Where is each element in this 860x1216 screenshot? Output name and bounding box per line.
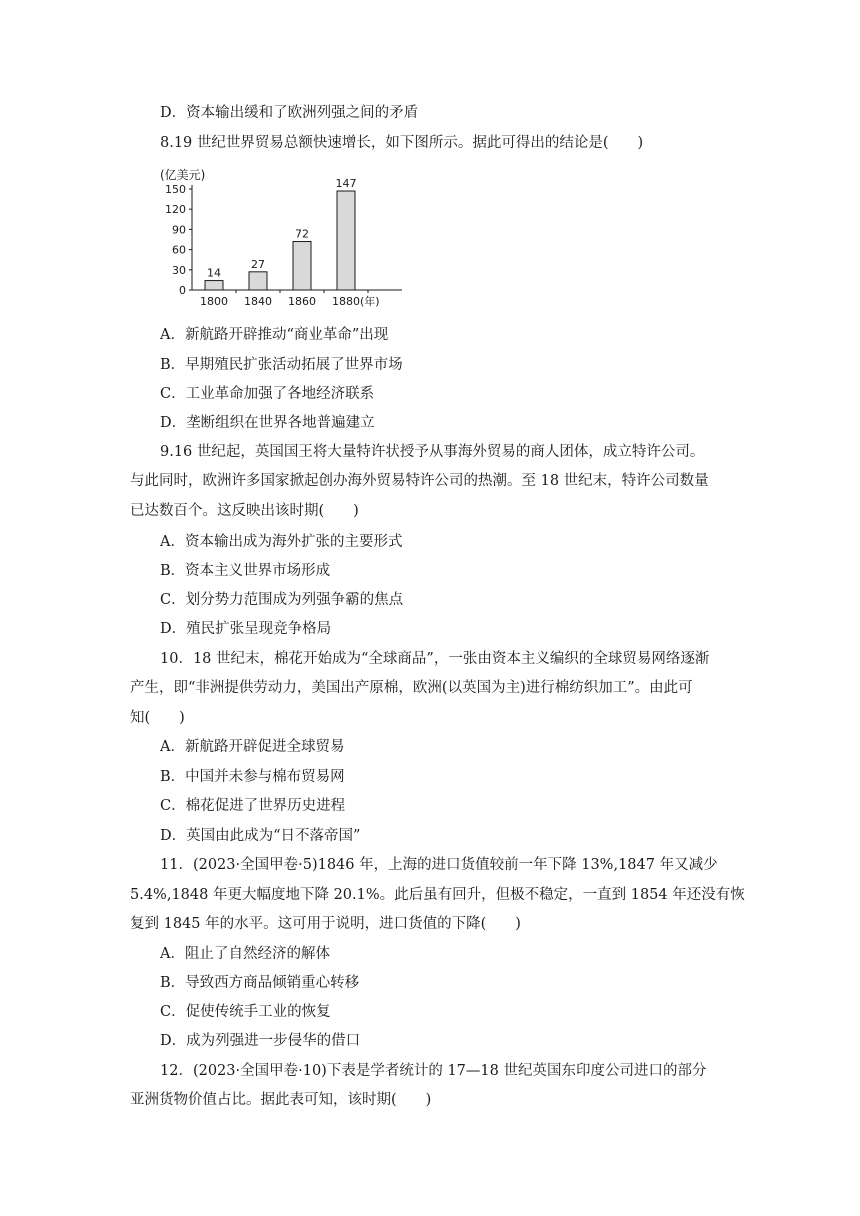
x-tick-label-1860: 1860 [288,295,316,308]
y-tick-label: 90 [172,223,186,237]
data-label-1840: 27 [251,257,265,271]
question-10-option-b: B．中国并未参与棉布贸易网 [160,769,345,785]
question-9-option-b: B．资本主义世界市场形成 [160,563,331,579]
question-9-stem-line-3: 已达数百个。这反映出该时期( ) [130,503,359,519]
question-10-option-c: C．棉花促进了世界历史进程 [160,798,346,814]
data-label-1860: 72 [295,227,309,241]
question-8-stem: 8.19 世纪世界贸易总额快速增长，如下图所示。据此可得出的结论是( ) [160,135,644,151]
y-tick-label: 0 [179,284,186,297]
question-10-stem-line-1: 10．18 世纪末，棉花开始成为“全球商品”，一张由资本主义编织的全球贸易网络逐渐 [160,651,710,667]
question-12-stem-line-2: 亚洲货物价值占比。据此表可知，该时期( ) [130,1092,432,1108]
y-tick-label: 30 [172,263,186,277]
bar-1860 [293,242,311,290]
option-d-prev: D．资本输出缓和了欧洲列强之间的矛盾 [160,105,419,121]
question-9-option-c: C．划分势力范围成为列强争霸的焦点 [160,592,404,608]
x-axis-unit: (年) [360,295,380,308]
x-tick-label-1880: 1880 [332,295,360,308]
question-11-stem-line-2: 5.4%,1848 年更大幅度地下降 20.1%。此后虽有回升，但极不稳定，一直到 1854 年还没有恢 [130,887,745,903]
question-11-stem-line-1: 11．(2023·全国甲卷·5)1846 年，上海的进口货值较前一年下降 13%,1847 年又减少 [160,857,718,873]
question-8-option-d: D．垄断组织在世界各地普遍建立 [160,415,375,431]
bar-1880 [337,191,355,290]
question-11-stem-line-3: 复到 1845 年的水平。这可用于说明，进口货值的下降( ) [130,916,521,932]
question-8-option-a: A．新航路开辟推动“商业革命”出现 [160,327,389,343]
question-11-option-c: C．促使传统手工业的恢复 [160,1004,331,1020]
question-11-option-a: A．阻止了自然经济的解体 [160,946,330,962]
question-9-option-a: A．资本输出成为海外扩张的主要形式 [160,534,403,550]
bar-1800 [205,281,223,290]
question-9-option-d: D．殖民扩张呈现竞争格局 [160,621,332,637]
y-tick-label: 120 [165,203,186,217]
question-11-option-d: D．成为列强进一步侵华的借口 [160,1033,361,1049]
question-8-option-c: C．工业革命加强了各地经济联系 [160,386,375,402]
question-10-option-d: D．英国由此成为“日不落帝国” [160,828,361,844]
data-label-1800: 14 [207,266,221,280]
question-8-option-b: B．早期殖民扩张活动拓展了世界市场 [160,357,403,373]
trade-bar-chart [150,165,410,315]
y-tick-label: 60 [172,243,186,257]
question-10-stem-line-3: 知( ) [130,710,185,726]
question-9-stem-line-2: 与此同时，欧洲许多国家掀起创办海外贸易特许公司的热潮。至 18 世纪末，特许公司数量 [130,473,709,489]
question-9-stem-line-1: 9.16 世纪起，英国国王将大量特许状授予从事海外贸易的商人团体，成立特许公司。 [160,444,705,460]
x-tick-label-1800: 1800 [200,295,228,308]
question-12-stem-line-1: 12．(2023·全国甲卷·10)下表是学者统计的 17—18 世纪英国东印度公司进口的部分 [160,1063,707,1079]
y-axis-title: (亿美元) [160,168,206,182]
x-tick-label-1840: 1840 [244,295,272,308]
data-label-1880: 147 [335,177,357,191]
question-10-option-a: A．新航路开辟促进全球贸易 [160,739,345,755]
question-10-stem-line-2: 产生，即“非洲提供劳动力，美国出产原棉，欧洲(以英国为主)进行棉纺织加工”。由此可 [130,680,693,696]
bar-1840 [249,272,267,290]
y-tick-label: 150 [165,183,186,196]
question-11-option-b: B．导致西方商品倾销重心转移 [160,975,360,991]
